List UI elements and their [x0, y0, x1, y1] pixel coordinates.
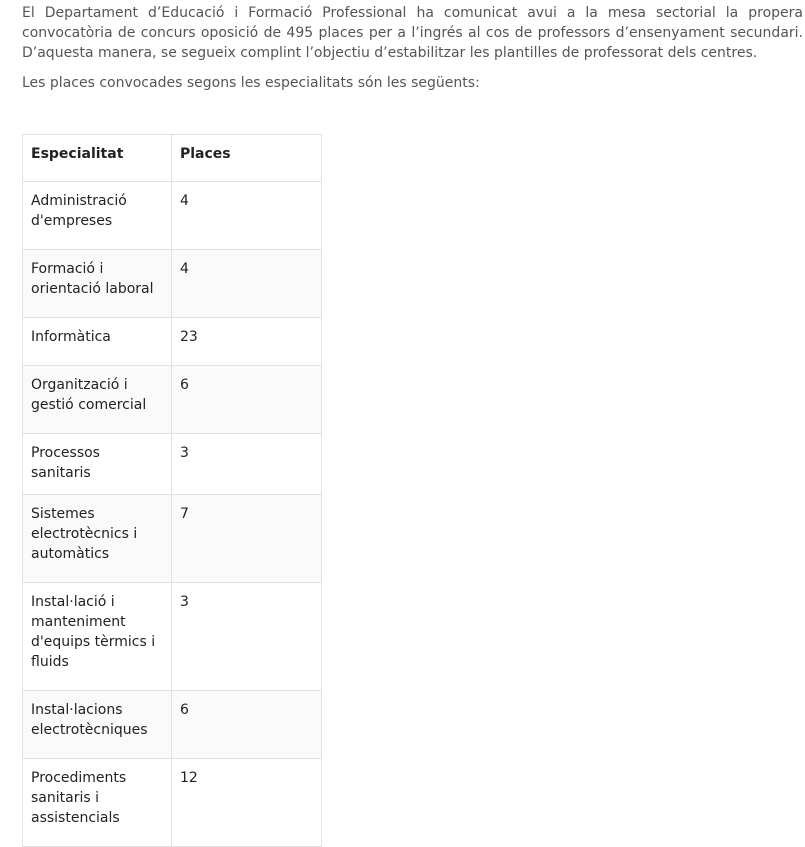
places-cell: 7: [172, 495, 322, 583]
specialty-cell: Informàtica: [23, 318, 172, 366]
table-row: [23, 691, 322, 759]
intro-paragraph: El Departament d’Educació i Formació Professional ha comunicat avui a la mesa sectorial la propera convocatòria de concurs oposició de 495 places per a l’ingrés al cos de professors d’ensenyament secundari. D’aquesta manera, se segueix complint l’objectiu d’estabilitzar les plantilles de professorat dels centres.: [22, 5, 803, 61]
places-cell: 4: [172, 182, 322, 250]
table-row: [23, 583, 322, 691]
table-header-row: [23, 135, 322, 182]
specialty-cell: Formació i orientació laboral: [23, 250, 172, 318]
table-row: [23, 759, 322, 847]
table-row: [23, 366, 322, 434]
table-row: [23, 434, 322, 495]
lead-paragraph: Les places convocades segons les especialitats són les següents:: [22, 75, 480, 91]
specialty-cell: Processos sanitaris: [23, 434, 172, 495]
specialty-cell: Sistemes electrotècnics i automàtics: [23, 495, 172, 583]
places-cell: 12: [172, 759, 322, 847]
places-cell: 3: [172, 434, 322, 495]
places-cell: 23: [172, 318, 322, 366]
places-cell: 6: [172, 691, 322, 759]
places-cell: 4: [172, 250, 322, 318]
places-cell: 3: [172, 583, 322, 691]
specialty-cell: Organització i gestió comercial: [23, 366, 172, 434]
specialty-cell: Instal·lacions electrotècniques: [23, 691, 172, 759]
specialty-cell: Administració d'empreses: [23, 182, 172, 250]
specialty-cell: Instal·lació i manteniment d'equips tèrmics i fluids: [23, 583, 172, 691]
table-row: [23, 318, 322, 366]
table-row: [23, 182, 322, 250]
places-table: [22, 134, 322, 847]
header-places: Places: [172, 135, 322, 182]
header-specialty: Especialitat: [23, 135, 172, 182]
table-row: [23, 250, 322, 318]
specialty-cell: Procediments sanitaris i assistencials: [23, 759, 172, 847]
table-row: [23, 495, 322, 583]
places-cell: 6: [172, 366, 322, 434]
